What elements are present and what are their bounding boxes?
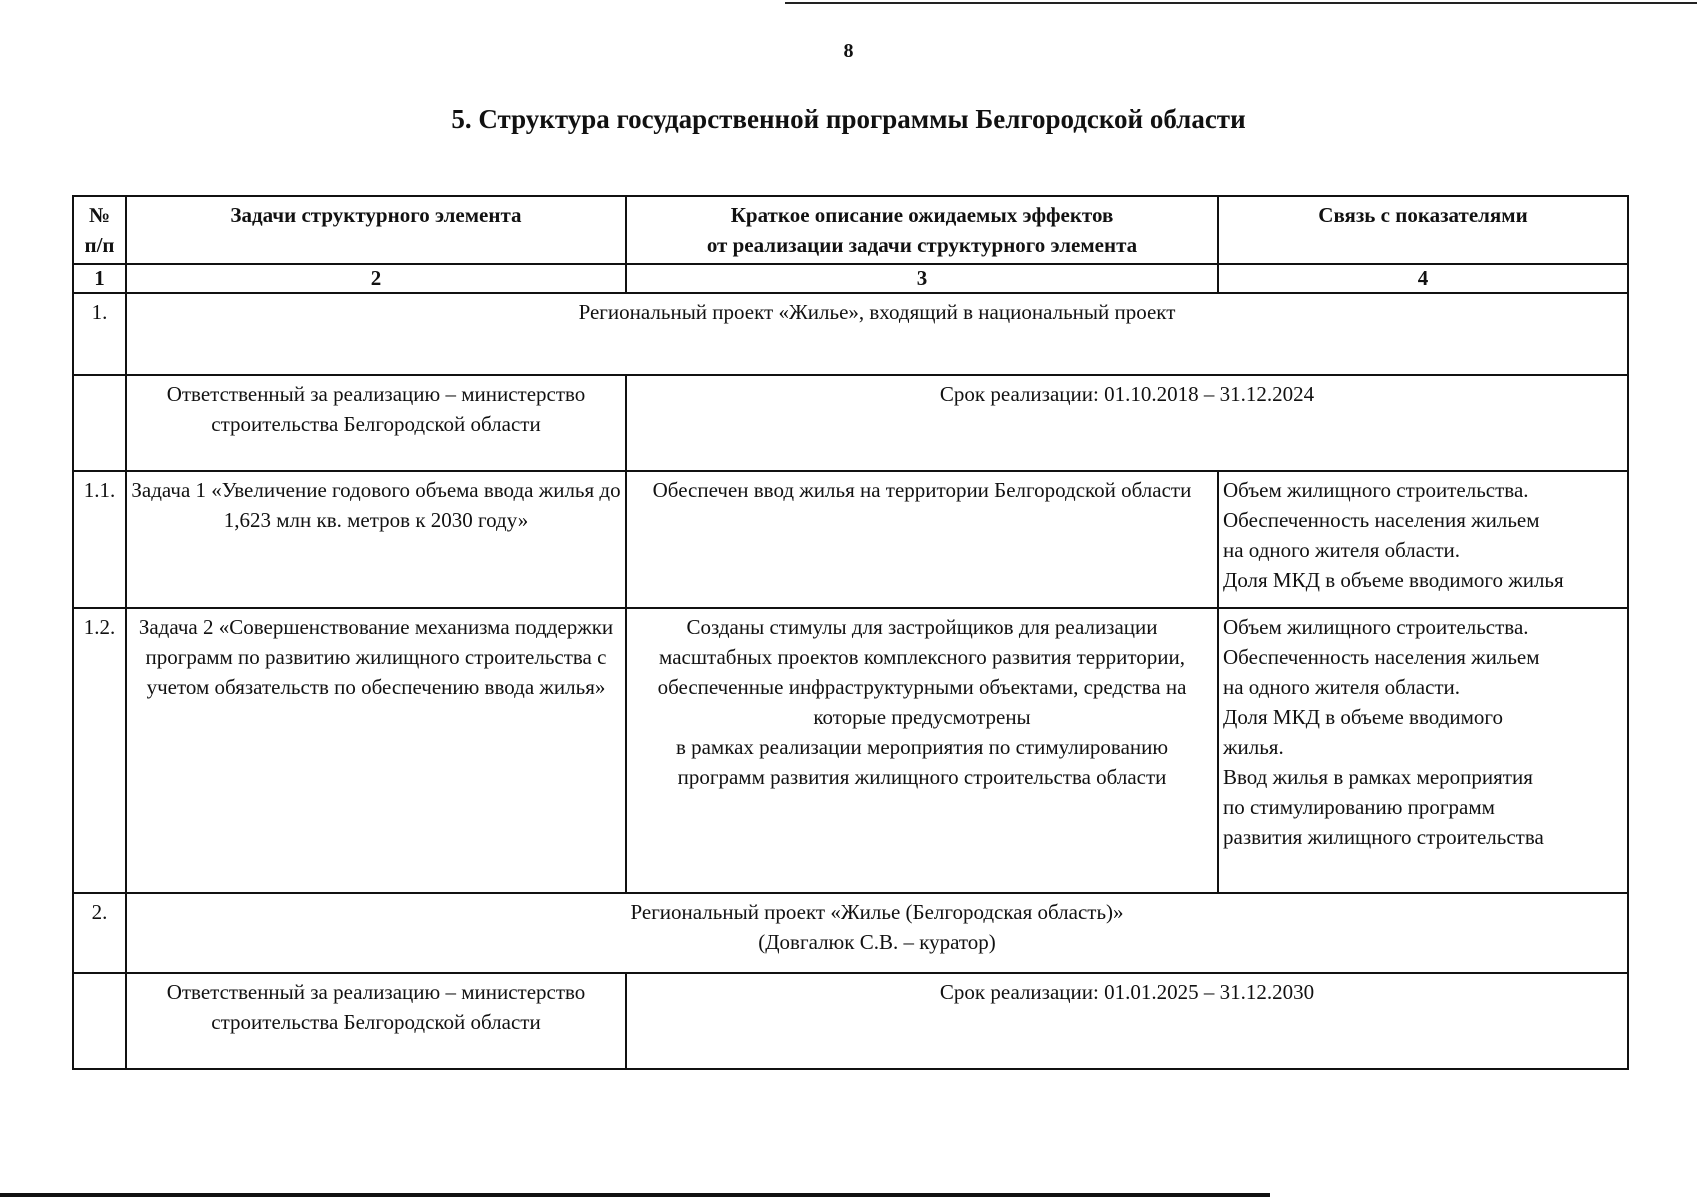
- header-effects: Краткое описание ожидаемых эффектов от реализации задачи структурного элемента: [626, 196, 1218, 264]
- responsible-row: [73, 375, 1628, 471]
- responsible-text: Ответственный за реализацию – министерство строительства Белгородской области: [126, 973, 626, 1069]
- row-number: 1.: [73, 293, 126, 375]
- program-structure-table: [72, 195, 1629, 1070]
- project-title: Региональный проект «Жилье», входящий в национальный проект: [126, 293, 1628, 375]
- top-border-line: [785, 2, 1697, 4]
- column-number-row: [73, 264, 1628, 293]
- column-number: 3: [626, 264, 1218, 293]
- term-text: Срок реализации: 01.01.2025 – 31.12.2030: [626, 973, 1628, 1069]
- page-title: 5. Структура государственной программы Белгородской области: [451, 104, 1246, 134]
- term-text: Срок реализации: 01.10.2018 – 31.12.2024: [626, 375, 1628, 471]
- responsible-row: [73, 973, 1628, 1069]
- project-title-cell: [126, 893, 1628, 973]
- indicators-text: Объем жилищного строительства. Обеспеченность населения жильем на одного жителя области. Доля МКД в объеме вводимого жилья. Ввод жилья в рамках мероприятия по стимулированию программ развития жилищного строительства: [1218, 608, 1628, 893]
- responsible-text: Ответственный за реализацию – министерство строительства Белгородской области: [126, 375, 626, 471]
- header-indicators: Связь с показателями: [1218, 196, 1628, 264]
- column-number: 2: [126, 264, 626, 293]
- row-number: 1.2.: [73, 608, 126, 893]
- effect-text: Созданы стимулы для застройщиков для реализации масштабных проектов комплексного развития территории, обеспеченные инфраструктурными объектами, средства на которые предусмотрены в рамках реализации мероприятия по стимулированию программ развития жилищного строительства области: [626, 608, 1218, 893]
- project-row: [73, 893, 1628, 973]
- row-number-empty: [73, 973, 126, 1069]
- row-number-empty: [73, 375, 126, 471]
- indicators-text: Объем жилищного строительства. Обеспеченность населения жильем на одного жителя области. Доля МКД в объеме вводимого жилья: [1218, 471, 1628, 608]
- project-curator: (Довгалюк С.В. – куратор): [758, 930, 996, 954]
- table-header-row: [73, 196, 1628, 264]
- task-text: Задача 2 «Совершенствование механизма поддержки программ по развитию жилищного строительства с учетом обязательств по обеспечению ввода жилья»: [126, 608, 626, 893]
- column-number: 4: [1218, 264, 1628, 293]
- task-row: [73, 471, 1628, 608]
- task-text: Задача 1 «Увеличение годового объема ввода жилья до 1,623 млн кв. метров к 2030 году»: [126, 471, 626, 608]
- task-row: [73, 608, 1628, 893]
- page-number: 8: [843, 40, 854, 62]
- row-number: 1.1.: [73, 471, 126, 608]
- bottom-border-line: [0, 1193, 1270, 1197]
- effect-text: Обеспечен ввод жилья на территории Белгородской области: [626, 471, 1218, 608]
- project-row: [73, 293, 1628, 375]
- header-tasks: Задачи структурного элемента: [126, 196, 626, 264]
- row-number: 2.: [73, 893, 126, 973]
- header-number: № п/п: [73, 196, 126, 264]
- column-number: 1: [73, 264, 126, 293]
- project-title: Региональный проект «Жилье (Белгородская область)»: [630, 900, 1124, 924]
